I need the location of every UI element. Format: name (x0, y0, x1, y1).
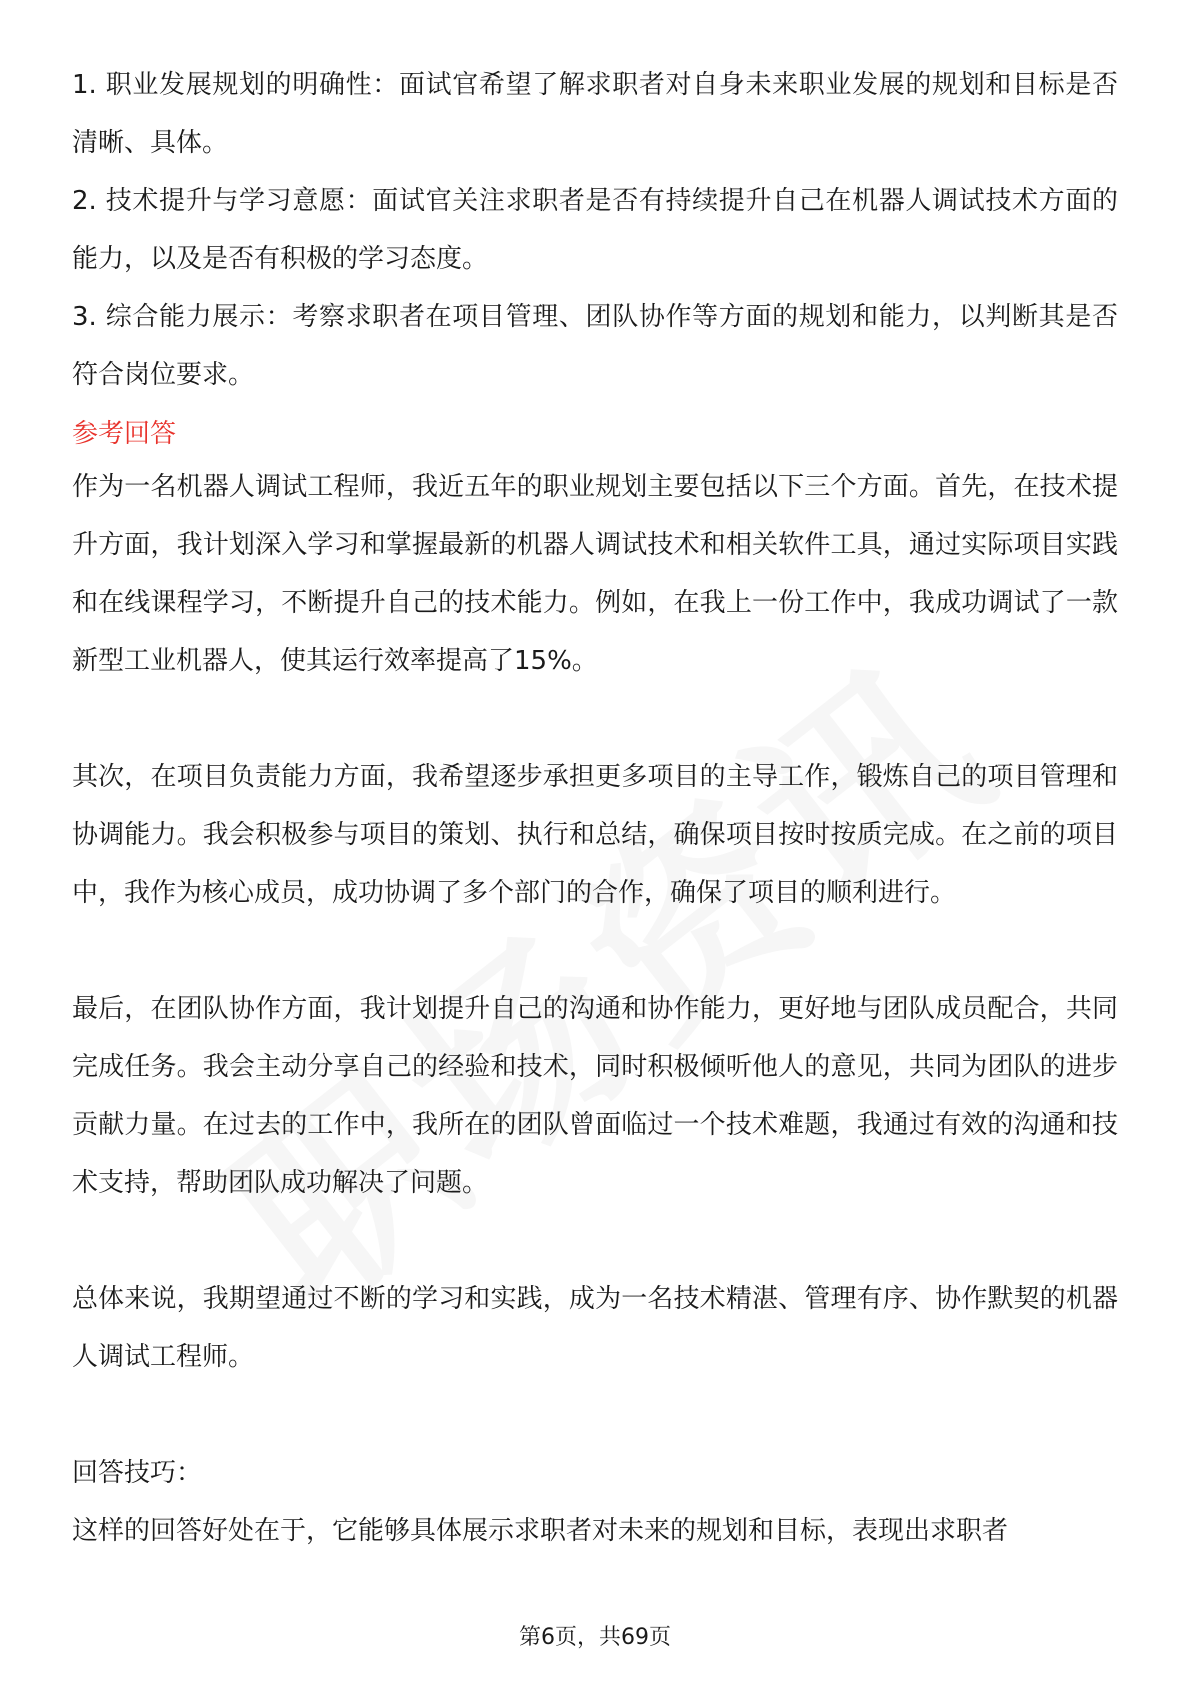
tips-heading: 回答技巧： (72, 1458, 203, 1488)
answer-paragraph-3: 最后，在团队协作方面，我计划提升自己的沟通和协作能力，更好地与团队成员配合，共同完成任务。我会主动分享自己的经验和技术，同时积极倾听他人的意见，共同为团队的进步贡献力量。在过去的工作中，我所在的团队曾面临过一个技术难题，我通过有效的沟通和技术支持，帮助团队成功解决了问题。 (72, 994, 1118, 1198)
page-number: 第6页，共69页 (519, 1625, 671, 1650)
answer-paragraph-1: 作为一名机器人调试工程师，我近五年的职业规划主要包括以下三个方面。首先，在技术提升方面，我计划深入学习和掌握最新的机器人调试技术和相关软件工具，通过实际项目实践和在线课程学习，不断提升自己的技术能力。例如，在我上一份工作中，我成功调试了一款新型工业机器人，使其运行效率提高了15%。 (72, 472, 1118, 676)
criteria-item-1: 1. 职业发展规划的明确性：面试官希望了解求职者对自身未来职业发展的规划和目标是否清晰、具体。 (72, 70, 1118, 158)
tips-text: 这样的回答好处在于，它能够具体展示求职者对未来的规划和目标，表现出求职者 (72, 1516, 1009, 1546)
criteria-item-2: 2. 技术提升与学习意愿：面试官关注求职者是否有持续提升自己在机器人调试技术方面的能力，以及是否有积极的学习态度。 (72, 186, 1118, 274)
answer-paragraph-2: 其次，在项目负责能力方面，我希望逐步承担更多项目的主导工作，锻炼自己的项目管理和协调能力。我会积极参与项目的策划、执行和总结，确保项目按时按质完成。在之前的项目中，我作为核心成员，成功协调了多个部门的合作，确保了项目的顺利进行。 (72, 762, 1118, 908)
criteria-item-3: 3. 综合能力展示：考察求职者在项目管理、团队协作等方面的规划和能力，以判断其是否符合岗位要求。 (72, 302, 1118, 390)
paragraph-spacer (72, 1212, 1118, 1270)
answer-paragraph-4: 总体来说，我期望通过不断的学习和实践，成为一名技术精湛、管理有序、协作默契的机器人调试工程师。 (72, 1284, 1118, 1372)
paragraph-spacer (72, 1386, 1118, 1444)
paragraph-spacer (72, 922, 1118, 980)
paragraph-spacer (72, 690, 1118, 748)
document-body (72, 56, 1118, 1560)
reference-answer-heading: 参考回答 (72, 419, 177, 449)
